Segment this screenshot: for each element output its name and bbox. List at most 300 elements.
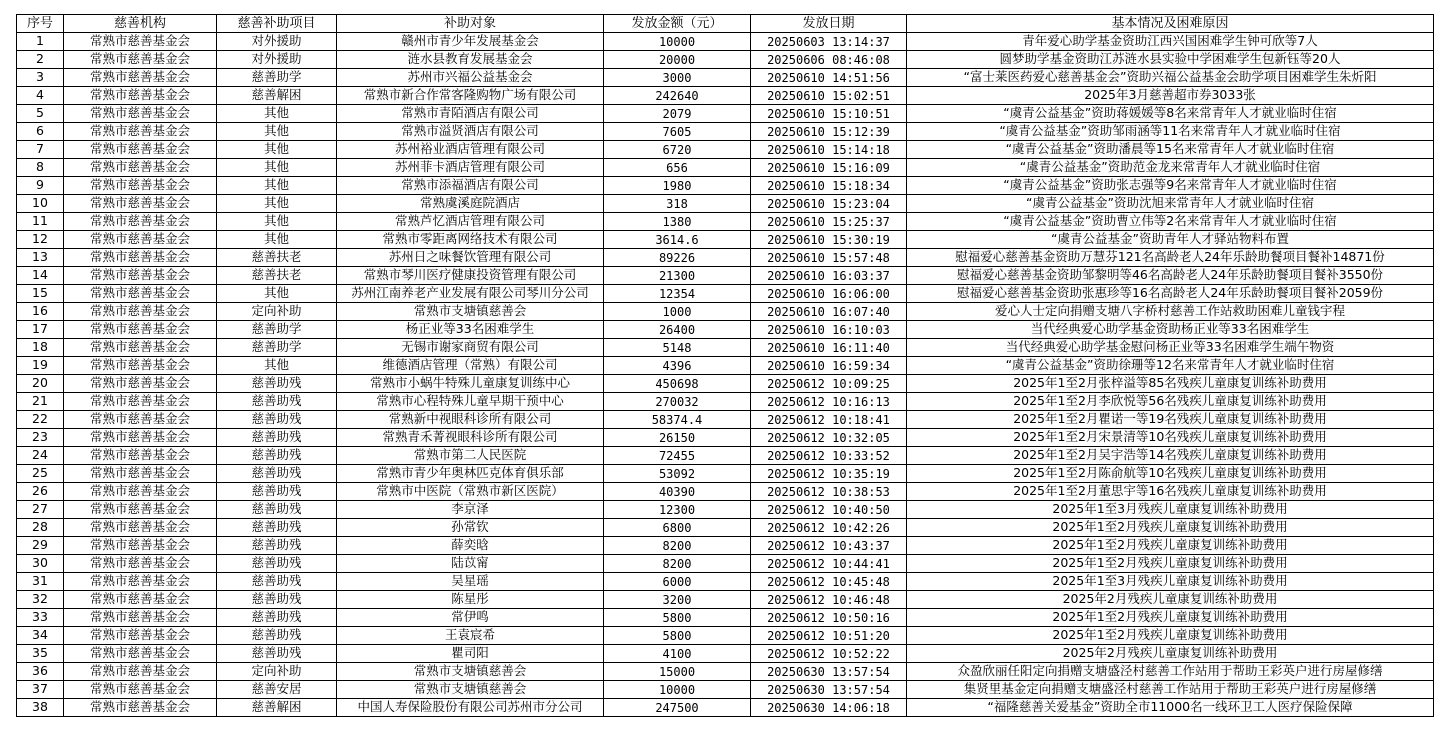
- cell-index[interactable]: 12: [17, 231, 64, 249]
- cell-reason[interactable]: “虞青公益基金”资助蒋媛媛等8名来常青年人才就业临时住宿: [907, 105, 1434, 123]
- cell-index[interactable]: 1: [17, 33, 64, 51]
- cell-project[interactable]: 对外援助: [217, 33, 337, 51]
- cell-reason[interactable]: “虞青公益基金”资助范金龙来常青年人才就业临时住宿: [907, 159, 1434, 177]
- cell-reason[interactable]: 2025年1至2月宋景清等10名残疾儿童康复训练补助费用: [907, 429, 1434, 447]
- cell-institution[interactable]: 常熟市慈善基金会: [64, 375, 217, 393]
- table-row: [17, 375, 1434, 393]
- table-row: [17, 51, 1434, 69]
- table-row: [17, 465, 1434, 483]
- cell-institution[interactable]: 常熟市慈善基金会: [64, 555, 217, 573]
- cell-reason[interactable]: “虞青公益基金”资助张志强等9名来常青年人才就业临时住宿: [907, 177, 1434, 195]
- cell-institution[interactable]: 常熟市慈善基金会: [64, 483, 217, 501]
- cell-date[interactable]: 20250612 10:52:22: [751, 645, 907, 663]
- cell-amount[interactable]: 26400: [604, 321, 751, 339]
- cell-amount[interactable]: 1980: [604, 177, 751, 195]
- cell-index[interactable]: 11: [17, 213, 64, 231]
- cell-date[interactable]: 20250630 13:57:54: [751, 681, 907, 699]
- cell-project[interactable]: 慈善助学: [217, 69, 337, 87]
- table-row: [17, 645, 1434, 663]
- cell-recipient[interactable]: 常熟青禾菁视眼科诊所有限公司: [337, 429, 604, 447]
- table-row: [17, 177, 1434, 195]
- cell-reason[interactable]: 青年爱心助学基金资助江西兴国困难学生钟可欣等7人: [907, 33, 1434, 51]
- cell-date[interactable]: 20250610 15:23:04: [751, 195, 907, 213]
- cell-reason[interactable]: 2025年1至2月残疾儿童康复训练补助费用: [907, 609, 1434, 627]
- header-cell-amount[interactable]: 发放金额（元）: [604, 15, 751, 33]
- cell-amount[interactable]: 53092: [604, 465, 751, 483]
- table-row: [17, 213, 1434, 231]
- cell-reason[interactable]: “虞青公益基金”资助沈旭来常青年人才就业临时住宿: [907, 195, 1434, 213]
- cell-date[interactable]: 20250612 10:43:37: [751, 537, 907, 555]
- cell-recipient[interactable]: 中国人寿保险股份有限公司苏州市分公司: [337, 699, 604, 717]
- cell-recipient[interactable]: 常熟市新合作常客隆购物广场有限公司: [337, 87, 604, 105]
- cell-project[interactable]: 其他: [217, 177, 337, 195]
- cell-project[interactable]: 慈善助残: [217, 591, 337, 609]
- cell-project[interactable]: 其他: [217, 231, 337, 249]
- cell-project[interactable]: 慈善助残: [217, 519, 337, 537]
- cell-institution[interactable]: 常熟市慈善基金会: [64, 645, 217, 663]
- header-cell-recipient[interactable]: 补助对象: [337, 15, 604, 33]
- cell-amount[interactable]: 7605: [604, 123, 751, 141]
- cell-reason[interactable]: 圆梦助学基金资助江苏涟水县实验中学困难学生包新钰等20人: [907, 51, 1434, 69]
- cell-institution[interactable]: 常熟市慈善基金会: [64, 501, 217, 519]
- cell-reason[interactable]: 集贤里基金定向捐赠支塘盛泾村慈善工作站用于帮助王彩英户进行房屋修缮: [907, 681, 1434, 699]
- cell-index[interactable]: 9: [17, 177, 64, 195]
- cell-index[interactable]: 23: [17, 429, 64, 447]
- cell-reason[interactable]: 慰福爱心慈善基金资助万慧芬121名高龄老人24年乐龄助餐项目餐补14871份: [907, 249, 1434, 267]
- cell-reason[interactable]: “虞青公益基金”资助徐珊等12名来常青年人才就业临时住宿: [907, 357, 1434, 375]
- cell-institution[interactable]: 常熟市慈善基金会: [64, 591, 217, 609]
- cell-recipient[interactable]: 苏州江南养老产业发展有限公司琴川分公司: [337, 285, 604, 303]
- header-cell-index[interactable]: 序号: [17, 15, 64, 33]
- cell-date[interactable]: 20250612 10:18:41: [751, 411, 907, 429]
- cell-reason[interactable]: 2025年1至2月董思宇等16名残疾儿童康复训练补助费用: [907, 483, 1434, 501]
- cell-recipient[interactable]: 常熟市第二人民医院: [337, 447, 604, 465]
- table-row: [17, 663, 1434, 681]
- cell-recipient[interactable]: 涟水县教育发展基金会: [337, 51, 604, 69]
- cell-project[interactable]: 慈善助残: [217, 537, 337, 555]
- cell-date[interactable]: 20250610 16:11:40: [751, 339, 907, 357]
- cell-project[interactable]: 慈善解困: [217, 87, 337, 105]
- cell-reason[interactable]: 当代经典爱心助学基金资助杨正业等33名困难学生: [907, 321, 1434, 339]
- cell-amount[interactable]: 12300: [604, 501, 751, 519]
- cell-institution[interactable]: 常熟市慈善基金会: [64, 249, 217, 267]
- cell-institution[interactable]: 常熟市慈善基金会: [64, 141, 217, 159]
- cell-reason[interactable]: 2025年1至2月残疾儿童康复训练补助费用: [907, 627, 1434, 645]
- cell-recipient[interactable]: 常熟市青陌酒店有限公司: [337, 105, 604, 123]
- cell-recipient[interactable]: 杨正业等33名困难学生: [337, 321, 604, 339]
- cell-institution[interactable]: 常熟市慈善基金会: [64, 411, 217, 429]
- cell-project[interactable]: 慈善助残: [217, 447, 337, 465]
- cell-index[interactable]: 34: [17, 627, 64, 645]
- table-row: [17, 519, 1434, 537]
- cell-index[interactable]: 26: [17, 483, 64, 501]
- cell-reason[interactable]: “虞青公益基金”资助潘晨等15名来常青年人才就业临时住宿: [907, 141, 1434, 159]
- cell-date[interactable]: 20250612 10:50:16: [751, 609, 907, 627]
- cell-project[interactable]: 其他: [217, 123, 337, 141]
- cell-index[interactable]: 8: [17, 159, 64, 177]
- cell-amount[interactable]: 318: [604, 195, 751, 213]
- cell-amount[interactable]: 4100: [604, 645, 751, 663]
- cell-recipient[interactable]: 苏州裕业酒店管理有限公司: [337, 141, 604, 159]
- cell-project[interactable]: 慈善助残: [217, 411, 337, 429]
- header-cell-institution[interactable]: 慈善机构: [64, 15, 217, 33]
- cell-reason[interactable]: 2025年1至3月残疾儿童康复训练补助费用: [907, 501, 1434, 519]
- cell-project[interactable]: 慈善助学: [217, 339, 337, 357]
- cell-date[interactable]: 20250630 14:06:18: [751, 699, 907, 717]
- cell-recipient[interactable]: 赣州市青少年发展基金会: [337, 33, 604, 51]
- cell-recipient[interactable]: 常熟市小蜗牛特殊儿童康复训练中心: [337, 375, 604, 393]
- cell-date[interactable]: 20250612 10:33:52: [751, 447, 907, 465]
- cell-date[interactable]: 20250610 15:16:09: [751, 159, 907, 177]
- cell-index[interactable]: 36: [17, 663, 64, 681]
- table-row: [17, 411, 1434, 429]
- cell-amount[interactable]: 8200: [604, 537, 751, 555]
- table-row: [17, 339, 1434, 357]
- cell-recipient[interactable]: 维德酒店管理（常熟）有限公司: [337, 357, 604, 375]
- table-row: [17, 681, 1434, 699]
- cell-recipient[interactable]: 常熟市心程特殊儿童早期干预中心: [337, 393, 604, 411]
- cell-date[interactable]: 20250606 08:46:08: [751, 51, 907, 69]
- cell-amount[interactable]: 1000: [604, 303, 751, 321]
- cell-index[interactable]: 6: [17, 123, 64, 141]
- cell-recipient[interactable]: 常熟虞溪庭院酒店: [337, 195, 604, 213]
- cell-amount[interactable]: 21300: [604, 267, 751, 285]
- cell-amount[interactable]: 3614.6: [604, 231, 751, 249]
- cell-index[interactable]: 18: [17, 339, 64, 357]
- cell-institution[interactable]: 常熟市慈善基金会: [64, 123, 217, 141]
- cell-date[interactable]: 20250610 15:14:18: [751, 141, 907, 159]
- cell-project[interactable]: 慈善安居: [217, 681, 337, 699]
- cell-amount[interactable]: 450698: [604, 375, 751, 393]
- cell-amount[interactable]: 247500: [604, 699, 751, 717]
- cell-institution[interactable]: 常熟市慈善基金会: [64, 213, 217, 231]
- header-cell-date[interactable]: 发放日期: [751, 15, 907, 33]
- table-row: [17, 33, 1434, 51]
- cell-index[interactable]: 13: [17, 249, 64, 267]
- cell-institution[interactable]: 常熟市慈善基金会: [64, 231, 217, 249]
- cell-recipient[interactable]: 薛奕晗: [337, 537, 604, 555]
- cell-index[interactable]: 29: [17, 537, 64, 555]
- cell-reason[interactable]: “虞青公益基金”资助曹立伟等2名来常青年人才就业临时住宿: [907, 213, 1434, 231]
- cell-date[interactable]: 20250610 15:02:51: [751, 87, 907, 105]
- cell-index[interactable]: 33: [17, 609, 64, 627]
- cell-index[interactable]: 7: [17, 141, 64, 159]
- cell-index[interactable]: 2: [17, 51, 64, 69]
- table-row: [17, 555, 1434, 573]
- cell-reason[interactable]: 2025年1至2月张梓溢等85名残疾儿童康复训练补助费用: [907, 375, 1434, 393]
- cell-date[interactable]: 20250612 10:35:19: [751, 465, 907, 483]
- cell-date[interactable]: 20250612 10:32:05: [751, 429, 907, 447]
- cell-reason[interactable]: 众盈欣丽任阳定向捐赠支塘盛泾村慈善工作站用于帮助王彩英户进行房屋修缮: [907, 663, 1434, 681]
- cell-institution[interactable]: 常熟市慈善基金会: [64, 537, 217, 555]
- cell-institution[interactable]: 常熟市慈善基金会: [64, 627, 217, 645]
- cell-index[interactable]: 17: [17, 321, 64, 339]
- cell-index[interactable]: 3: [17, 69, 64, 87]
- cell-project[interactable]: 慈善助残: [217, 375, 337, 393]
- cell-date[interactable]: 20250612 10:45:48: [751, 573, 907, 591]
- cell-date[interactable]: 20250610 15:25:37: [751, 213, 907, 231]
- cell-recipient[interactable]: 李京泽: [337, 501, 604, 519]
- cell-project[interactable]: 慈善解困: [217, 699, 337, 717]
- cell-index[interactable]: 4: [17, 87, 64, 105]
- cell-project[interactable]: 对外援助: [217, 51, 337, 69]
- cell-index[interactable]: 28: [17, 519, 64, 537]
- cell-index[interactable]: 5: [17, 105, 64, 123]
- cell-index[interactable]: 21: [17, 393, 64, 411]
- cell-reason[interactable]: 当代经典爱心助学基金慰问杨正业等33名困难学生端午物资: [907, 339, 1434, 357]
- cell-recipient[interactable]: 无锡市谢家商贸有限公司: [337, 339, 604, 357]
- cell-institution[interactable]: 常熟市慈善基金会: [64, 69, 217, 87]
- table-row: [17, 159, 1434, 177]
- cell-project[interactable]: 其他: [217, 357, 337, 375]
- cell-recipient[interactable]: 苏州市兴福公益基金会: [337, 69, 604, 87]
- cell-amount[interactable]: 270032: [604, 393, 751, 411]
- cell-date[interactable]: 20250612 10:51:20: [751, 627, 907, 645]
- cell-project[interactable]: 其他: [217, 213, 337, 231]
- table-row: [17, 249, 1434, 267]
- cell-institution[interactable]: 常熟市慈善基金会: [64, 393, 217, 411]
- cell-amount[interactable]: 1380: [604, 213, 751, 231]
- table-row: [17, 357, 1434, 375]
- cell-date[interactable]: 20250612 10:40:50: [751, 501, 907, 519]
- cell-project[interactable]: 定向补助: [217, 663, 337, 681]
- cell-amount[interactable]: 10000: [604, 33, 751, 51]
- cell-date[interactable]: 20250612 10:09:25: [751, 375, 907, 393]
- cell-reason[interactable]: “福隆慈善关爱基金”资助全市11000名一线环卫工人医疗保险保障: [907, 699, 1434, 717]
- cell-project[interactable]: 慈善助学: [217, 321, 337, 339]
- cell-amount[interactable]: 6000: [604, 573, 751, 591]
- cell-recipient[interactable]: 常熟市添福酒店有限公司: [337, 177, 604, 195]
- cell-reason[interactable]: 2025年1至2月残疾儿童康复训练补助费用: [907, 555, 1434, 573]
- cell-index[interactable]: 25: [17, 465, 64, 483]
- cell-index[interactable]: 35: [17, 645, 64, 663]
- cell-reason[interactable]: “虞青公益基金”资助青年人才驿站物料布置: [907, 231, 1434, 249]
- cell-index[interactable]: 15: [17, 285, 64, 303]
- cell-date[interactable]: 20250610 16:59:34: [751, 357, 907, 375]
- cell-recipient[interactable]: 苏州日之味餐饮管理有限公司: [337, 249, 604, 267]
- cell-date[interactable]: 20250610 16:03:37: [751, 267, 907, 285]
- cell-recipient[interactable]: 王袁宸希: [337, 627, 604, 645]
- cell-institution[interactable]: 常熟市慈善基金会: [64, 267, 217, 285]
- table-row: [17, 393, 1434, 411]
- cell-recipient[interactable]: 常熟市支塘镇慈善会: [337, 663, 604, 681]
- cell-index[interactable]: 32: [17, 591, 64, 609]
- cell-reason[interactable]: “富士莱医药爱心慈善基金会”资助兴福公益基金会助学项目困难学生朱炘阳: [907, 69, 1434, 87]
- cell-reason[interactable]: 2025年3月慈善超市券3033张: [907, 87, 1434, 105]
- header-cell-project[interactable]: 慈善补助项目: [217, 15, 337, 33]
- cell-reason[interactable]: 2025年1至2月残疾儿童康复训练补助费用: [907, 519, 1434, 537]
- cell-reason[interactable]: 爱心人士定向捐赠支塘八字桥村慈善工作站救助困难儿童钱宇程: [907, 303, 1434, 321]
- cell-institution[interactable]: 常熟市慈善基金会: [64, 303, 217, 321]
- cell-index[interactable]: 37: [17, 681, 64, 699]
- cell-amount[interactable]: 58374.4: [604, 411, 751, 429]
- cell-index[interactable]: 30: [17, 555, 64, 573]
- cell-date[interactable]: 20250612 10:46:48: [751, 591, 907, 609]
- cell-date[interactable]: 20250612 10:44:41: [751, 555, 907, 573]
- cell-recipient[interactable]: 常熟芦忆酒店管理有限公司: [337, 213, 604, 231]
- cell-amount[interactable]: 5148: [604, 339, 751, 357]
- cell-amount[interactable]: 15000: [604, 663, 751, 681]
- cell-institution[interactable]: 常熟市慈善基金会: [64, 105, 217, 123]
- cell-institution[interactable]: 常熟市慈善基金会: [64, 573, 217, 591]
- cell-recipient[interactable]: 常熟市支塘镇慈善会: [337, 681, 604, 699]
- cell-amount[interactable]: 20000: [604, 51, 751, 69]
- cell-project[interactable]: 其他: [217, 105, 337, 123]
- cell-project[interactable]: 慈善助残: [217, 393, 337, 411]
- cell-recipient[interactable]: 瞿司阳: [337, 645, 604, 663]
- table-row: [17, 321, 1434, 339]
- cell-amount[interactable]: 5800: [604, 627, 751, 645]
- cell-project[interactable]: 慈善助残: [217, 573, 337, 591]
- cell-amount[interactable]: 656: [604, 159, 751, 177]
- cell-project[interactable]: 慈善助残: [217, 429, 337, 447]
- cell-reason[interactable]: 2025年1至2月瞿诺一等19名残疾儿童康复训练补助费用: [907, 411, 1434, 429]
- cell-reason[interactable]: 慰福爱心慈善基金资助张惠珍等16名高龄老人24年乐龄助餐项目餐补2059份: [907, 285, 1434, 303]
- cell-date[interactable]: 20250610 15:57:48: [751, 249, 907, 267]
- cell-date[interactable]: 20250612 10:42:26: [751, 519, 907, 537]
- cell-amount[interactable]: 72455: [604, 447, 751, 465]
- cell-reason[interactable]: 2025年1至2月陈俞航等10名残疾儿童康复训练补助费用: [907, 465, 1434, 483]
- cell-recipient[interactable]: 常熟市青少年奥林匹克体育俱乐部: [337, 465, 604, 483]
- cell-institution[interactable]: 常熟市慈善基金会: [64, 33, 217, 51]
- cell-institution[interactable]: 常熟市慈善基金会: [64, 699, 217, 717]
- cell-amount[interactable]: 12354: [604, 285, 751, 303]
- cell-date[interactable]: 20250610 16:10:03: [751, 321, 907, 339]
- cell-institution[interactable]: 常熟市慈善基金会: [64, 339, 217, 357]
- cell-index[interactable]: 31: [17, 573, 64, 591]
- cell-recipient[interactable]: 常熟市零距离网络技术有限公司: [337, 231, 604, 249]
- cell-institution[interactable]: 常熟市慈善基金会: [64, 609, 217, 627]
- cell-institution[interactable]: 常熟市慈善基金会: [64, 159, 217, 177]
- cell-date[interactable]: 20250610 15:10:51: [751, 105, 907, 123]
- cell-recipient[interactable]: 陈星彤: [337, 591, 604, 609]
- cell-project[interactable]: 慈善助残: [217, 609, 337, 627]
- cell-amount[interactable]: 2079: [604, 105, 751, 123]
- cell-project[interactable]: 慈善助残: [217, 645, 337, 663]
- cell-institution[interactable]: 常熟市慈善基金会: [64, 663, 217, 681]
- cell-amount[interactable]: 5800: [604, 609, 751, 627]
- cell-index[interactable]: 14: [17, 267, 64, 285]
- cell-date[interactable]: 20250603 13:14:37: [751, 33, 907, 51]
- cell-project[interactable]: 慈善助残: [217, 627, 337, 645]
- cell-amount[interactable]: 4396: [604, 357, 751, 375]
- cell-recipient[interactable]: 常熟市支塘镇慈善会: [337, 303, 604, 321]
- cell-index[interactable]: 16: [17, 303, 64, 321]
- table-row: [17, 267, 1434, 285]
- cell-date[interactable]: 20250610 14:51:56: [751, 69, 907, 87]
- cell-amount[interactable]: 8200: [604, 555, 751, 573]
- cell-recipient[interactable]: 常熟新中视眼科诊所有限公司: [337, 411, 604, 429]
- cell-institution[interactable]: 常熟市慈善基金会: [64, 429, 217, 447]
- cell-reason[interactable]: 2025年1至2月吴宇浩等14名残疾儿童康复训练补助费用: [907, 447, 1434, 465]
- cell-amount[interactable]: 40390: [604, 483, 751, 501]
- cell-index[interactable]: 24: [17, 447, 64, 465]
- cell-recipient[interactable]: 常熟市溢贤酒店有限公司: [337, 123, 604, 141]
- cell-institution[interactable]: 常熟市慈善基金会: [64, 357, 217, 375]
- cell-institution[interactable]: 常熟市慈善基金会: [64, 285, 217, 303]
- cell-institution[interactable]: 常熟市慈善基金会: [64, 51, 217, 69]
- cell-institution[interactable]: 常熟市慈善基金会: [64, 177, 217, 195]
- cell-institution[interactable]: 常熟市慈善基金会: [64, 465, 217, 483]
- table-row: [17, 231, 1434, 249]
- cell-date[interactable]: 20250610 15:18:34: [751, 177, 907, 195]
- cell-reason[interactable]: 2025年1至2月残疾儿童康复训练补助费用: [907, 537, 1434, 555]
- cell-index[interactable]: 19: [17, 357, 64, 375]
- cell-reason[interactable]: “虞青公益基金”资助邹雨涵等11名来常青年人才就业临时住宿: [907, 123, 1434, 141]
- cell-institution[interactable]: 常熟市慈善基金会: [64, 681, 217, 699]
- table-row: [17, 447, 1434, 465]
- cell-project[interactable]: 其他: [217, 159, 337, 177]
- cell-amount[interactable]: 10000: [604, 681, 751, 699]
- cell-recipient[interactable]: 陆苡甯: [337, 555, 604, 573]
- cell-date[interactable]: 20250610 15:30:19: [751, 231, 907, 249]
- table-row: [17, 105, 1434, 123]
- cell-recipient[interactable]: 常熟市中医院（常熟市新区医院）: [337, 483, 604, 501]
- cell-index[interactable]: 27: [17, 501, 64, 519]
- table-row: [17, 591, 1434, 609]
- cell-amount[interactable]: 242640: [604, 87, 751, 105]
- table-row: [17, 429, 1434, 447]
- cell-amount[interactable]: 3000: [604, 69, 751, 87]
- cell-recipient[interactable]: 吴星瑶: [337, 573, 604, 591]
- cell-reason[interactable]: 2025年1至2月李欣悦等56名残疾儿童康复训练补助费用: [907, 393, 1434, 411]
- cell-date[interactable]: 20250612 10:16:13: [751, 393, 907, 411]
- cell-project[interactable]: 慈善扶老: [217, 249, 337, 267]
- table-row: [17, 627, 1434, 645]
- cell-date[interactable]: 20250610 16:06:00: [751, 285, 907, 303]
- cell-amount[interactable]: 6720: [604, 141, 751, 159]
- cell-project[interactable]: 定向补助: [217, 303, 337, 321]
- cell-index[interactable]: 22: [17, 411, 64, 429]
- cell-date[interactable]: 20250610 15:12:39: [751, 123, 907, 141]
- cell-index[interactable]: 20: [17, 375, 64, 393]
- cell-project[interactable]: 其他: [217, 195, 337, 213]
- cell-institution[interactable]: 常熟市慈善基金会: [64, 519, 217, 537]
- cell-date[interactable]: 20250610 16:07:40: [751, 303, 907, 321]
- cell-amount[interactable]: 89226: [604, 249, 751, 267]
- cell-index[interactable]: 38: [17, 699, 64, 717]
- cell-recipient[interactable]: 苏州菲卡酒店管理有限公司: [337, 159, 604, 177]
- cell-recipient[interactable]: 常熟市琴川医疗健康投资管理有限公司: [337, 267, 604, 285]
- cell-date[interactable]: 20250612 10:38:53: [751, 483, 907, 501]
- cell-reason[interactable]: 慰福爱心慈善基金资助邹黎明等46名高龄老人24年乐龄助餐项目餐补3550份: [907, 267, 1434, 285]
- cell-amount[interactable]: 26150: [604, 429, 751, 447]
- cell-index[interactable]: 10: [17, 195, 64, 213]
- table-row: [17, 501, 1434, 519]
- cell-amount[interactable]: 6800: [604, 519, 751, 537]
- cell-amount[interactable]: 3200: [604, 591, 751, 609]
- header-cell-reason[interactable]: 基本情况及困难原因: [907, 15, 1434, 33]
- cell-recipient[interactable]: 常伊鸣: [337, 609, 604, 627]
- cell-institution[interactable]: 常熟市慈善基金会: [64, 321, 217, 339]
- cell-institution[interactable]: 常熟市慈善基金会: [64, 87, 217, 105]
- cell-recipient[interactable]: 孙常钦: [337, 519, 604, 537]
- cell-institution[interactable]: 常熟市慈善基金会: [64, 447, 217, 465]
- cell-reason[interactable]: 2025年2月残疾儿童康复训练补助费用: [907, 645, 1434, 663]
- cell-reason[interactable]: 2025年2月残疾儿童康复训练补助费用: [907, 591, 1434, 609]
- table-row: [17, 69, 1434, 87]
- cell-project[interactable]: 慈善助残: [217, 555, 337, 573]
- cell-reason[interactable]: 2025年1至3月残疾儿童康复训练补助费用: [907, 573, 1434, 591]
- cell-project[interactable]: 其他: [217, 285, 337, 303]
- cell-project[interactable]: 其他: [217, 141, 337, 159]
- cell-project[interactable]: 慈善助残: [217, 465, 337, 483]
- cell-project[interactable]: 慈善扶老: [217, 267, 337, 285]
- cell-institution[interactable]: 常熟市慈善基金会: [64, 195, 217, 213]
- cell-project[interactable]: 慈善助残: [217, 501, 337, 519]
- cell-project[interactable]: 慈善助残: [217, 483, 337, 501]
- cell-date[interactable]: 20250630 13:57:54: [751, 663, 907, 681]
